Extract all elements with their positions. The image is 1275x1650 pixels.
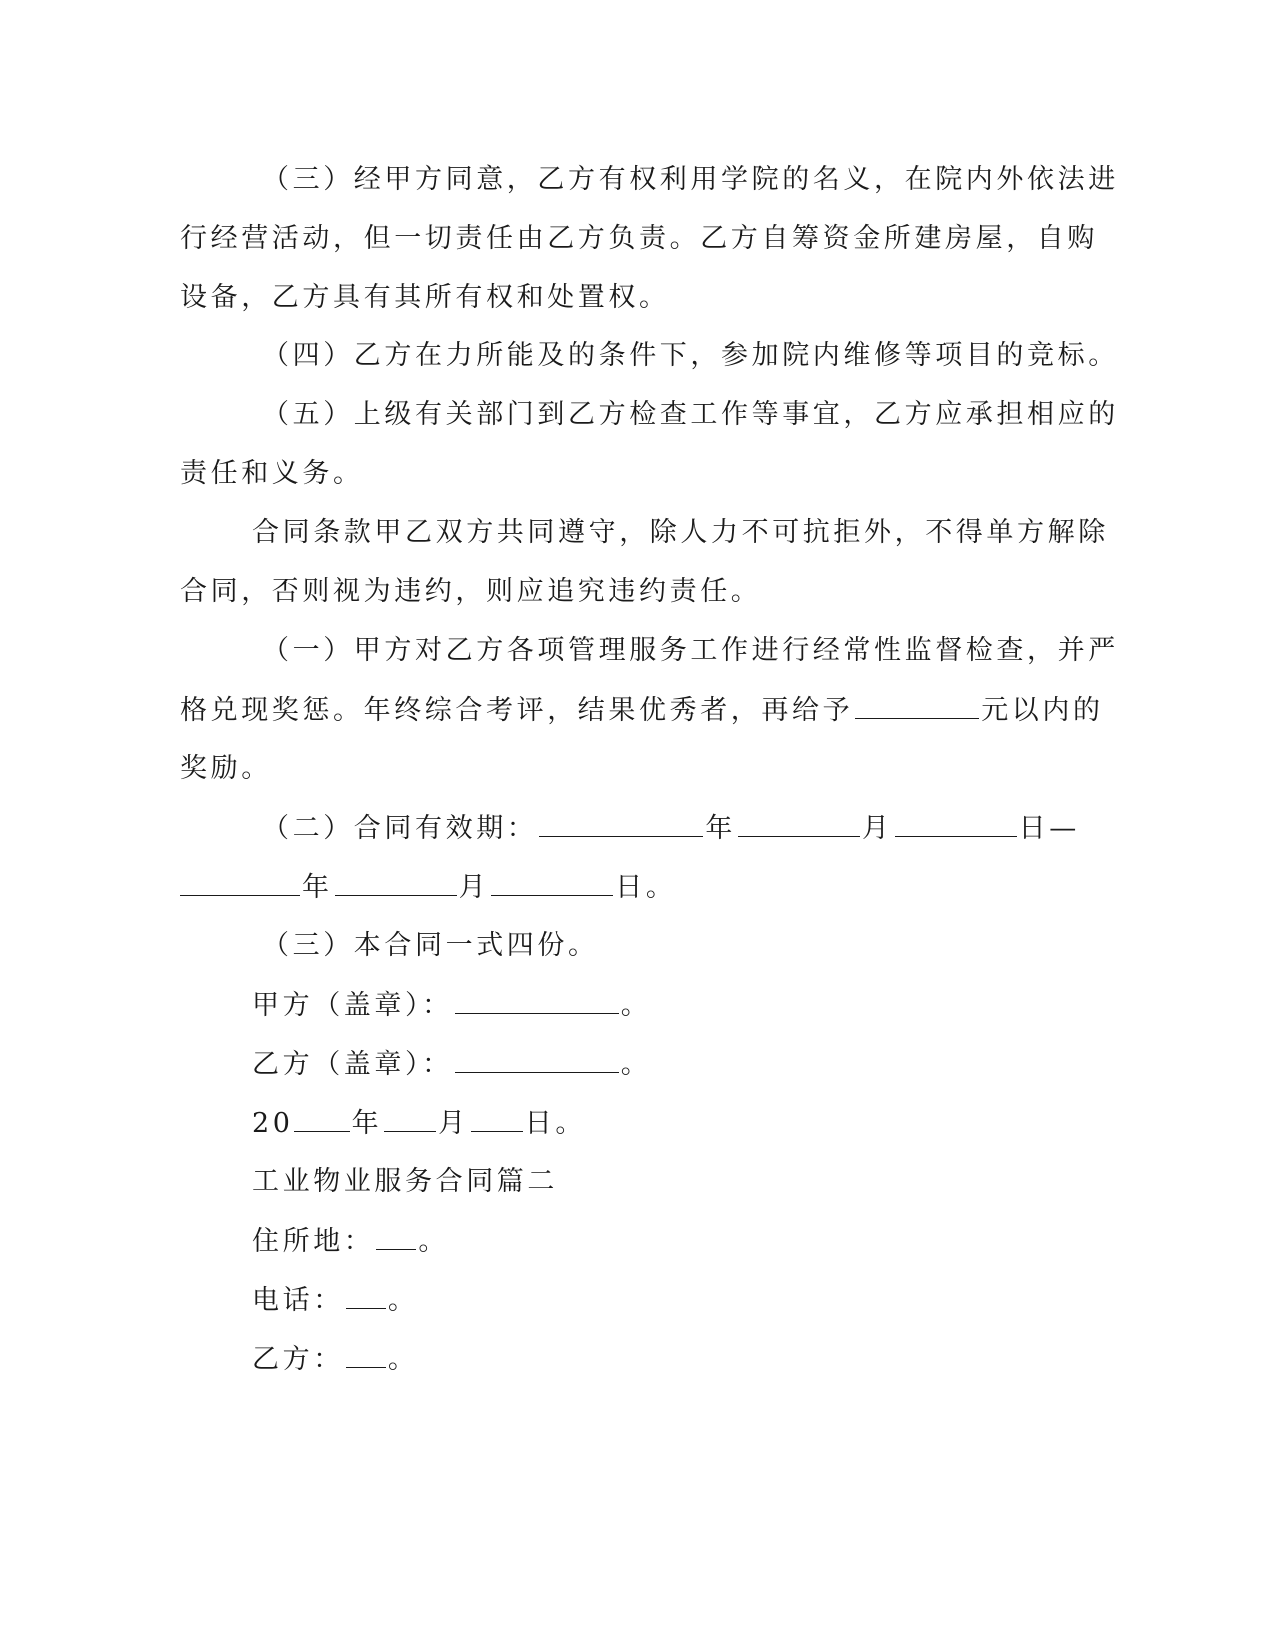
paragraph-line: （三）本合同一式四份。 — [262, 930, 599, 961]
paragraph-line: 责任和义务。 — [180, 458, 364, 489]
address-line: 住所地： 。 — [252, 1223, 449, 1260]
fill-in-blank[interactable] — [455, 987, 619, 1014]
paragraph-line: 奖励。 — [180, 753, 272, 784]
fill-in-blank[interactable] — [895, 810, 1017, 837]
fill-in-blank[interactable] — [180, 869, 300, 896]
paragraph-line: 合同条款甲乙双方共同遵守，除人力不可抗拒外，不得单方解除 — [252, 517, 1109, 548]
date-line: 20 年 月 日。 — [252, 1105, 586, 1142]
fill-in-blank[interactable] — [346, 1341, 386, 1368]
fill-in-blank[interactable] — [491, 869, 613, 896]
fill-in-blank[interactable] — [455, 1046, 619, 1073]
paragraph-line: （五）上级有关部门到乙方检查工作等事宜，乙方应承担相应的 — [262, 399, 1119, 430]
party-b-line: 乙方： 。 — [252, 1341, 418, 1378]
paragraph-line: 设备，乙方具有其所有权和处置权。 — [180, 282, 670, 313]
fill-in-blank[interactable] — [855, 692, 979, 719]
paragraph-line: 合同，否则视为违约，则应追究违约责任。 — [180, 576, 762, 607]
paragraph-line: （二）合同有效期： 年 月 日— — [262, 810, 1080, 847]
fill-in-blank[interactable] — [539, 810, 703, 837]
paragraph-line: 行经营活动，但一切责任由乙方负责。乙方自筹资金所建房屋，自购 — [180, 223, 1098, 254]
paragraph-line: （一）甲方对乙方各项管理服务工作进行经常性监督检查，并严 — [262, 635, 1119, 666]
signature-line-party-b: 乙方（盖章）： 。 — [252, 1046, 651, 1083]
paragraph-line: 年 月 日。 — [180, 869, 676, 906]
section-heading: 工业物业服务合同篇二 — [252, 1166, 558, 1197]
fill-in-blank[interactable] — [384, 1105, 436, 1132]
phone-line: 电话： 。 — [252, 1282, 418, 1319]
paragraph-line: （三）经甲方同意，乙方有权利用学院的名义，在院内外依法进 — [262, 164, 1119, 195]
fill-in-blank[interactable] — [471, 1105, 523, 1132]
fill-in-blank[interactable] — [738, 810, 860, 837]
fill-in-blank[interactable] — [376, 1223, 416, 1250]
paragraph-line: （四）乙方在力所能及的条件下，参加院内维修等项目的竞标。 — [262, 340, 1119, 371]
paragraph-line: 格兑现奖惩。年终综合考评，结果优秀者，再给予 元以内的 — [180, 692, 1104, 729]
fill-in-blank[interactable] — [346, 1282, 386, 1309]
fill-in-blank[interactable] — [294, 1105, 350, 1132]
fill-in-blank[interactable] — [335, 869, 457, 896]
signature-line-party-a: 甲方（盖章）： 。 — [252, 987, 651, 1024]
